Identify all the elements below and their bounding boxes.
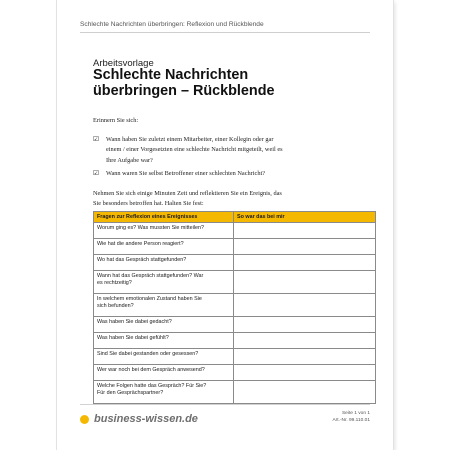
document-kicker: Arbeitsvorlage <box>93 58 154 69</box>
footer-divider <box>80 404 370 405</box>
question-cell: Wie hat die andere Person reagiert? <box>94 239 234 255</box>
question-cell: Wo hat das Gespräch stattgefunden? <box>94 255 234 271</box>
question-cell: Worum ging es? Was mussten Sie mitteilen? <box>94 223 234 239</box>
table-row <box>94 255 376 271</box>
checkbox-checked-icon: ☑ <box>93 169 99 177</box>
table-row <box>94 349 376 365</box>
table-header-row <box>94 212 376 223</box>
answer-cell[interactable] <box>234 365 376 381</box>
brand-name: business-wissen.de <box>94 413 198 425</box>
brand-dot-icon <box>80 415 89 424</box>
checklist-line: einem / einer Vorgesetzten eine schlechte Nachricht mitgeteilt, weil es <box>106 146 283 154</box>
document-page <box>57 0 393 450</box>
instruction-line: Nehmen Sie sich einige Minuten Zeit und reflektieren Sie ein Ereignis, das <box>93 190 282 197</box>
answer-cell[interactable] <box>234 333 376 349</box>
instruction-line: Sie besonders betroffen hat. Halten Sie fest: <box>93 200 204 208</box>
question-cell: Was haben Sie dabei gedacht? <box>94 317 234 333</box>
question-cell: In welchem emotionalen Zustand haben Sie sich befunden? <box>94 294 234 317</box>
answer-cell[interactable] <box>234 317 376 333</box>
table-row <box>94 294 376 317</box>
table-row <box>94 333 376 349</box>
answer-cell[interactable] <box>234 271 376 294</box>
running-header: Schlechte Nachrichten überbringen: Reflexion und Rückblende <box>80 21 370 33</box>
column-header-questions: Fragen zur Reflexion eines Ereignisses <box>94 212 234 223</box>
question-cell: Wann hat das Gespräch stattgefunden? War es rechtzeitig? <box>94 271 234 294</box>
intro-text: Erinnern Sie sich: <box>93 117 139 124</box>
table-row <box>94 317 376 333</box>
answer-cell[interactable] <box>234 381 376 404</box>
table-row <box>94 223 376 239</box>
instruction-text <box>93 189 343 210</box>
question-cell: Was haben Sie dabei gefühlt? <box>94 333 234 349</box>
brand-logo[interactable] <box>80 413 198 425</box>
question-cell: Wer war noch bei dem Gespräch anwesend? <box>94 365 234 381</box>
table-row <box>94 239 376 255</box>
reflection-table <box>93 211 376 404</box>
answer-cell[interactable] <box>234 294 376 317</box>
table-row <box>94 271 376 294</box>
footer-meta <box>332 411 370 424</box>
table-row <box>94 365 376 381</box>
question-cell: Welche Folgen hatte das Gespräch? Für Sie? Für den Gesprächspartner? <box>94 381 234 404</box>
checklist-line: Ihre Aufgabe war? <box>106 156 153 164</box>
checkbox-checked-icon: ☑ <box>93 135 99 143</box>
answer-cell[interactable] <box>234 239 376 255</box>
column-header-answers: So war das bei mir <box>234 212 376 223</box>
title-line-1: Schlechte Nachrichten <box>93 67 249 83</box>
answer-cell[interactable] <box>234 349 376 365</box>
document-title <box>93 68 373 99</box>
article-number: Art.-Nr. 99.110.01 <box>332 417 370 423</box>
question-cell: Sind Sie dabei gestanden oder gesessen? <box>94 349 234 365</box>
checklist-line: Wann waren Sie selbst Betroffener einer schlechten Nachricht? <box>106 170 266 177</box>
answer-cell[interactable] <box>234 223 376 239</box>
page-info: Seite 1 von 1 <box>341 411 370 416</box>
checklist-line: Wann haben Sie zuletzt einem Mitarbeiter, einer Kollegin oder gar <box>106 136 274 143</box>
title-line-2: überbringen – Rückblende <box>93 82 275 99</box>
answer-cell[interactable] <box>234 255 376 271</box>
table-row <box>94 381 376 404</box>
